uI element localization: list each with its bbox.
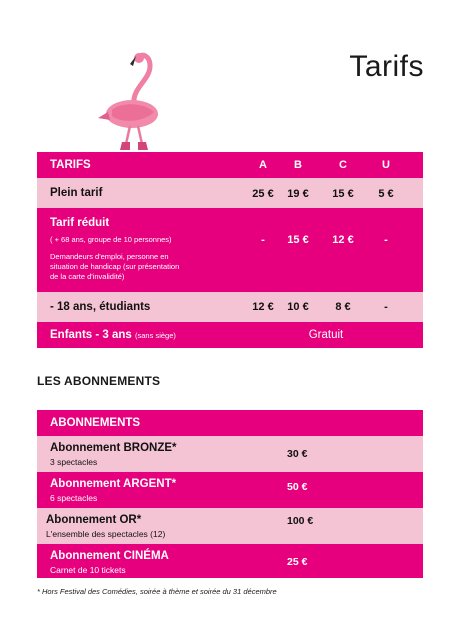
row-label-text: Enfants - 3 ans — [50, 329, 132, 341]
tarifs-header-label: TARIFS — [50, 159, 91, 171]
price-free: Gratuit — [308, 329, 344, 341]
column-a-header: A — [259, 159, 267, 171]
flamingo-image — [92, 44, 172, 156]
row-label: Tarif réduit — [50, 217, 110, 229]
price: 30 € — [287, 448, 308, 460]
row-sub: 6 spectacles — [50, 493, 98, 503]
footnote: * Hors Festival des Comédies, soirée à thème et soirée du 31 décembre — [37, 587, 277, 596]
row-note: situation de handicap (sur présentation — [50, 262, 180, 271]
price-u: 5 € — [378, 188, 394, 200]
row-note: ( + 68 ans, groupe de 10 personnes) — [50, 235, 172, 244]
price: 50 € — [287, 481, 308, 493]
column-u-header: U — [382, 159, 390, 171]
row-sub: Carnet de 10 tickets — [50, 565, 126, 575]
abonnements-table — [37, 410, 423, 578]
section-title: LES ABONNEMENTS — [37, 374, 161, 388]
price-a: 25 € — [252, 188, 274, 200]
price-u: - — [384, 234, 388, 246]
row-label: Abonnement OR* — [46, 514, 142, 526]
tarifs-header-row — [37, 152, 423, 178]
price-b: 15 € — [287, 234, 309, 246]
table-row — [37, 292, 423, 322]
tarifs-table — [37, 152, 423, 348]
table-row — [37, 436, 423, 472]
price-c: 15 € — [332, 188, 354, 200]
row-label: Abonnement ARGENT* — [50, 478, 177, 490]
row-label — [50, 329, 176, 341]
row-note: de la carte d'invalidité) — [50, 272, 125, 281]
table-row — [37, 322, 423, 348]
column-c-header: C — [339, 159, 347, 171]
table-row — [37, 178, 423, 208]
price-c: 8 € — [335, 301, 351, 313]
abonnements-header-row — [37, 410, 423, 436]
price-a: 12 € — [252, 301, 274, 313]
row-note: Demandeurs d'emploi, personne en — [50, 252, 169, 261]
table-row — [37, 544, 423, 578]
row-label-note: (sans siège) — [135, 331, 176, 340]
price: 100 € — [287, 515, 314, 527]
abonnements-header-label: ABONNEMENTS — [50, 417, 141, 429]
table-row — [37, 208, 423, 292]
row-label: - 18 ans, étudiants — [50, 301, 151, 313]
row-label: Abonnement CINÉMA — [50, 550, 169, 562]
table-row — [37, 472, 423, 508]
price-a: - — [261, 234, 265, 246]
table-row — [37, 508, 423, 544]
row-sub: L'ensemble des spectacles (12) — [46, 529, 166, 539]
column-b-header: B — [294, 159, 302, 171]
price: 25 € — [287, 556, 308, 568]
row-label: Plein tarif — [50, 187, 103, 199]
price-u: - — [384, 301, 388, 313]
row-sub: 3 spectacles — [50, 457, 98, 467]
page-title: Tarifs — [349, 50, 424, 83]
price-c: 12 € — [332, 234, 354, 246]
row-label: Abonnement BRONZE* — [50, 442, 177, 454]
price-b: 10 € — [287, 301, 309, 313]
price-b: 19 € — [287, 188, 309, 200]
